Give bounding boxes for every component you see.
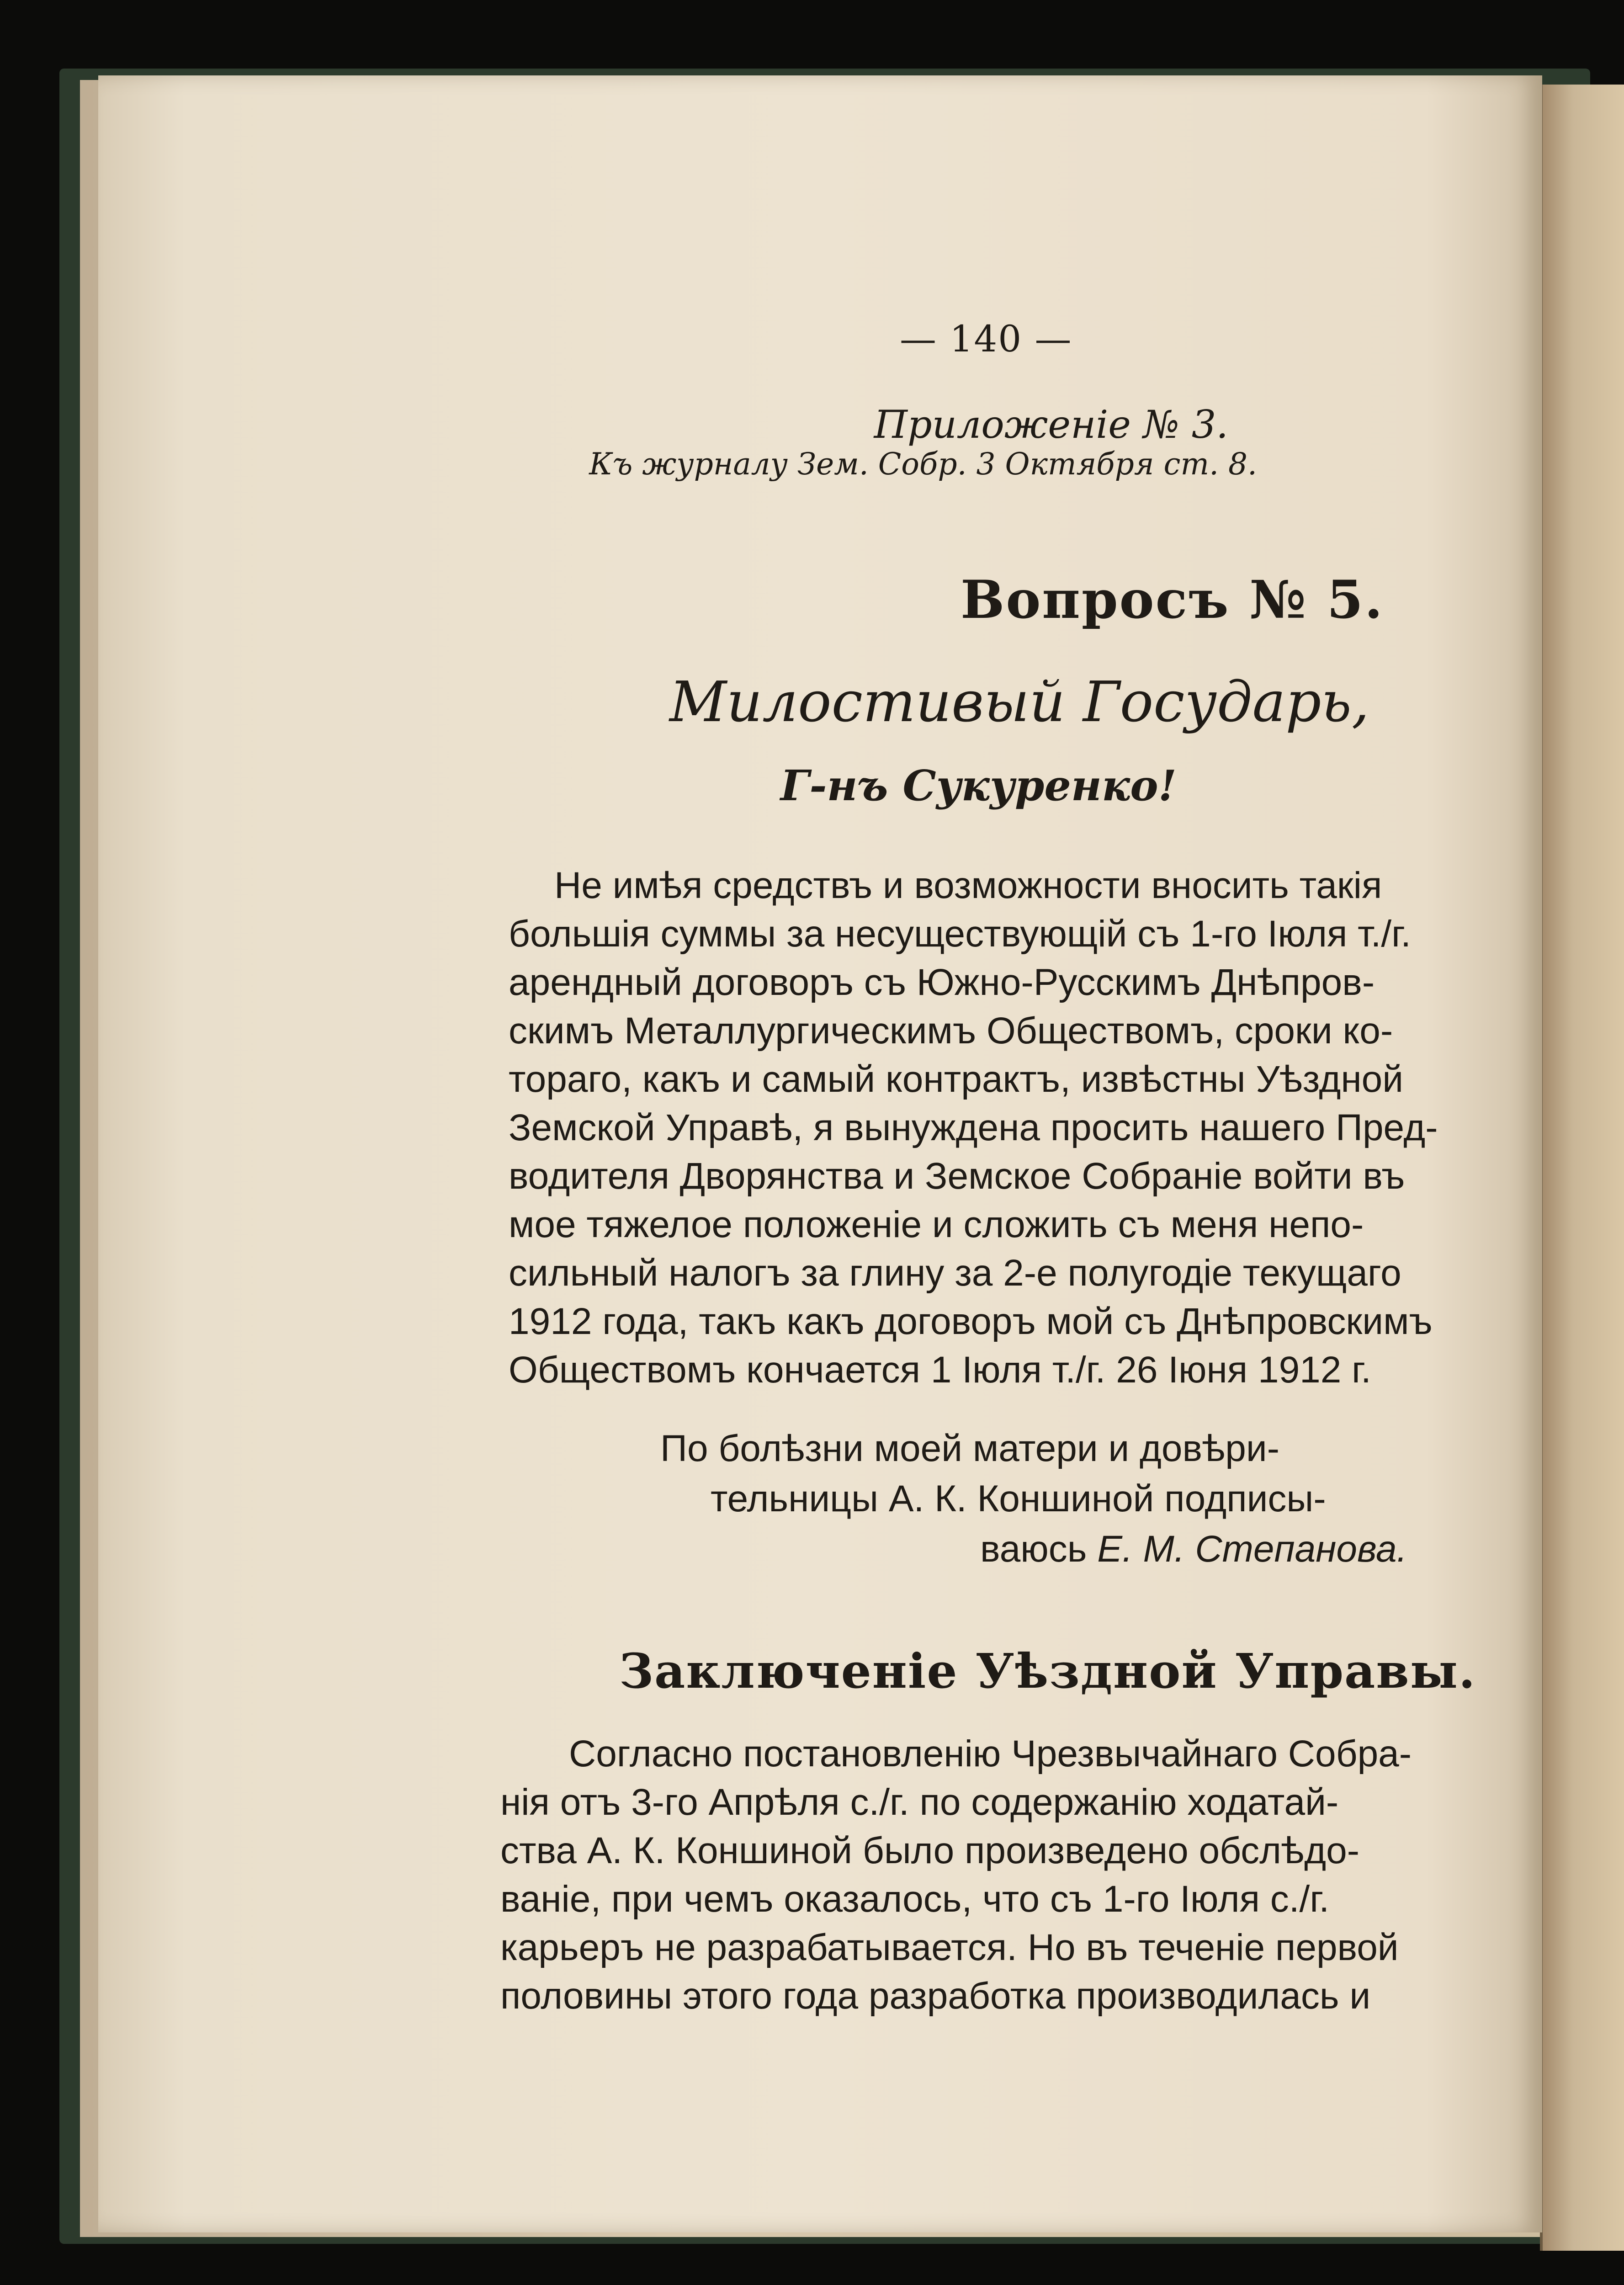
body-line: арендный договоръ съ Южно-Русскимъ Днѣпров- (509, 962, 1375, 1003)
conclusion-line: половины этого года разработка производилась и (500, 1975, 1371, 2017)
book-page (98, 75, 1542, 2232)
body-line: тораго, какъ и самый контрактъ, извѣстны Уѣздной (509, 1058, 1404, 1100)
signature-line (660, 1524, 1407, 1574)
body-line: мое тяжелое положенiе и сложить съ меня непо- (509, 1204, 1364, 1245)
conclusion-title: Заключенiе Уѣздной Управы. (619, 1643, 1476, 1699)
body-line: сильный налогъ за глину за 2-е полугодiе текущаго (509, 1252, 1401, 1294)
letter-body (509, 861, 1438, 1394)
signature-line: тельницы А. К. Коншиной подписы- (711, 1478, 1326, 1520)
signature-name: Е. М. Степанова. (1097, 1528, 1407, 1570)
body-line: Земской Управѣ, я вынуждена просить нашего Пред- (509, 1107, 1438, 1148)
body-line: водителя Дворянства и Земское Собранiе войти въ (509, 1155, 1405, 1197)
conclusion-line: ванiе, при чемъ оказалось, что съ 1-го Iюля с./г. (500, 1878, 1330, 1920)
conclusion-line: нiя отъ 3-го Апрѣля с./г. по содержанiю ходатай- (500, 1781, 1339, 1823)
page-number: — 140 — (900, 318, 1072, 360)
body-line: скимъ Металлургическимъ Обществомъ, сроки ко- (509, 1010, 1393, 1052)
facing-page-edge (1540, 85, 1624, 2251)
conclusion-line: ства А. К. Коншиной было произведено обслѣдо- (500, 1830, 1360, 1871)
salutation: Милостивый Государь, (669, 670, 1369, 734)
body-line: Обществомъ кончается 1 Iюля т./г. 26 Iюня 1912 г. (509, 1349, 1371, 1391)
signature-line: По болѣзни моей матери и довѣри- (660, 1428, 1280, 1469)
addressee: Г-нъ Сукуренко! (780, 761, 1177, 810)
body-line: 1912 года, такъ какъ договоръ мой съ Днѣпровскимъ (509, 1301, 1433, 1342)
journal-reference: Къ журналу Зем. Собр. 3 Октября ст. 8. (589, 446, 1257, 482)
body-line: Не имѣя средствъ и возможности вносить такiя (554, 865, 1382, 906)
conclusion-body (500, 1730, 1423, 2020)
appendix-heading: Приложенiе № 3. (874, 402, 1228, 447)
question-title: Вопросъ № 5. (961, 569, 1384, 630)
conclusion-line: Согласно постановленiю Чрезвычайнаго Собра- (569, 1733, 1412, 1775)
signature-prefix: ваюсь (980, 1528, 1087, 1570)
body-line: большiя суммы за несуществующiй съ 1-го Iюля т./г. (509, 913, 1411, 955)
conclusion-line: карьеръ не разрабатывается. Но въ теченiе первой (500, 1927, 1399, 1968)
signature-block (660, 1424, 1407, 1574)
